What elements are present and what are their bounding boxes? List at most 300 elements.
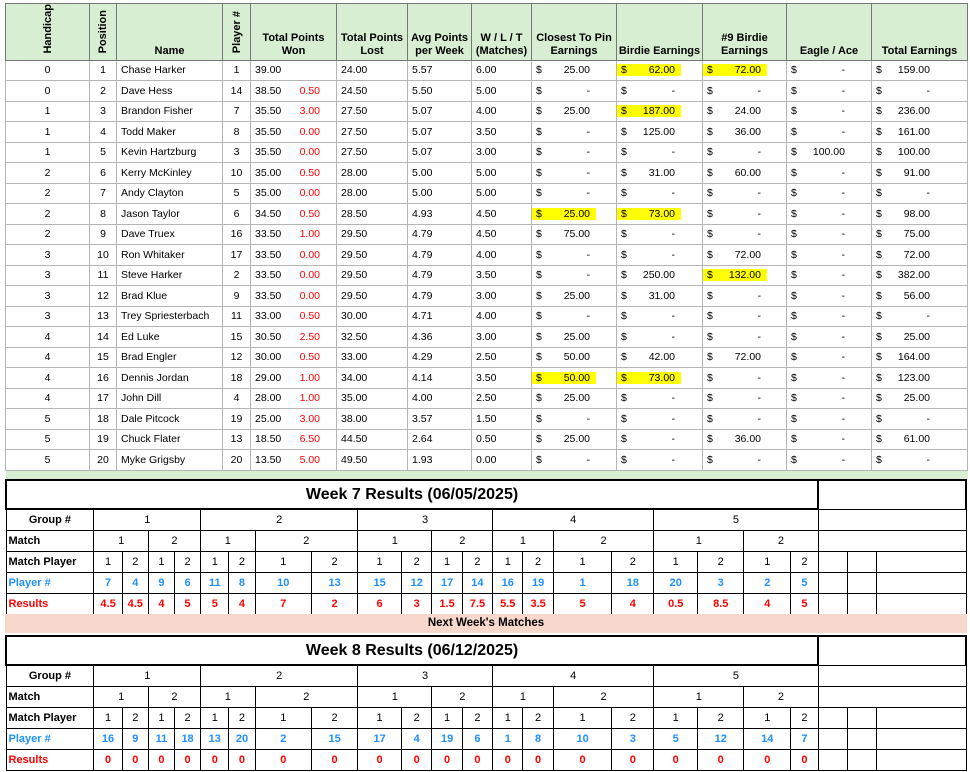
9-birdie-earnings-cell [703, 224, 787, 245]
birdie-earnings-value: - [671, 84, 675, 97]
closest-to-pin-amount [532, 433, 616, 445]
player-number-cell: 6 [223, 204, 251, 225]
total-won-cell [251, 347, 337, 368]
player-number-cell: 20 [223, 450, 251, 471]
total-won-delta: 5.00 [299, 453, 320, 466]
currency-symbol: $ [536, 453, 542, 466]
birdie-earnings-value: 73.00 [648, 371, 675, 384]
match-number: 2 [744, 687, 818, 708]
match-player-number: 1 [493, 552, 523, 573]
currency-symbol: $ [791, 105, 797, 118]
currency-symbol: $ [621, 310, 627, 323]
handicap-cell: 5 [6, 429, 90, 450]
avg-points-cell: 5.50 [408, 81, 472, 102]
match-player-number: 1 [744, 552, 791, 573]
closest-to-pin-value: 50.00 [563, 351, 590, 364]
currency-symbol: $ [876, 248, 882, 261]
match-number: 1 [201, 687, 255, 708]
currency-symbol: $ [876, 289, 882, 302]
currency-symbol: $ [621, 105, 627, 118]
currency-symbol: $ [536, 187, 542, 200]
blank-cell [847, 594, 876, 615]
9-birdie-earnings-amount [703, 187, 786, 199]
position-cell: 19 [90, 429, 117, 450]
total-lost-cell: 29.50 [337, 286, 408, 307]
eagle-ace-amount [787, 85, 871, 97]
total-won-value: 33.00 [255, 310, 282, 323]
closest-to-pin-amount [532, 351, 616, 363]
birdie-earnings-cell [617, 183, 703, 204]
eagle-ace-value: - [841, 453, 845, 466]
birdie-earnings-value: - [671, 310, 675, 323]
eagle-ace-cell [787, 388, 872, 409]
result-value: 3 [402, 594, 432, 615]
result-value: 0 [174, 750, 200, 771]
match-player-number: 1 [432, 552, 462, 573]
total-won-cell [251, 101, 337, 122]
blank-cell [877, 594, 966, 615]
total-earnings-value: 164.00 [897, 351, 930, 364]
header-avg-points: Avg Points per Week [408, 4, 472, 61]
birdie-earnings-amount [617, 85, 702, 97]
eagle-ace-value: - [841, 371, 845, 384]
closest-to-pin-amount [532, 269, 616, 281]
total-won-cell [251, 60, 337, 81]
result-value: 0 [698, 750, 744, 771]
position-cell: 4 [90, 122, 117, 143]
header-position: Position [90, 4, 117, 61]
currency-symbol: $ [707, 84, 713, 97]
total-won-value: 34.50 [255, 207, 282, 220]
player-number-cell: 18 [223, 368, 251, 389]
eagle-ace-cell [787, 368, 872, 389]
week8-match-player-row [6, 708, 966, 729]
position-cell: 3 [90, 101, 117, 122]
player-label: Player # [6, 729, 94, 750]
match-player-number: 1 [94, 708, 122, 729]
match-player-number: 2 [523, 552, 553, 573]
total-won-cell [251, 265, 337, 286]
player-number: 2 [744, 573, 791, 594]
total-won-delta: 6.50 [299, 433, 320, 446]
match-player-number: 2 [612, 552, 654, 573]
match-player-number: 1 [201, 708, 229, 729]
currency-symbol: $ [707, 105, 713, 118]
handicap-cell: 4 [6, 347, 90, 368]
birdie-earnings-cell [617, 327, 703, 348]
position-cell: 15 [90, 347, 117, 368]
player-number: 5 [654, 729, 698, 750]
result-value: 5 [174, 594, 200, 615]
player-number: 2 [255, 729, 312, 750]
player-name-cell: Andy Clayton [117, 183, 223, 204]
9-birdie-earnings-amount [703, 208, 786, 220]
eagle-ace-cell [787, 204, 872, 225]
9-birdie-earnings-cell [703, 122, 787, 143]
currency-symbol: $ [876, 64, 882, 77]
total-won-cell [251, 306, 337, 327]
week8-title-spacer [818, 636, 966, 665]
total-won-value: 33.50 [255, 248, 282, 261]
match-player-number: 2 [402, 552, 432, 573]
birdie-earnings-cell [617, 450, 703, 471]
currency-symbol: $ [707, 166, 713, 179]
currency-symbol: $ [536, 371, 542, 384]
total-won-value: 28.00 [255, 392, 282, 405]
currency-symbol: $ [621, 412, 627, 425]
total-earnings-cell [872, 429, 968, 450]
9-birdie-earnings-cell [703, 183, 787, 204]
closest-to-pin-amount [532, 372, 596, 384]
week8-group-row [6, 665, 966, 687]
player-number: 9 [148, 573, 174, 594]
player-number: 7 [791, 729, 818, 750]
currency-symbol: $ [621, 392, 627, 405]
position-cell: 1 [90, 60, 117, 81]
blank-cell [818, 708, 847, 729]
eagle-ace-amount [787, 413, 871, 425]
closest-to-pin-cell [532, 347, 617, 368]
player-number-cell: 4 [223, 388, 251, 409]
avg-points-cell: 5.00 [408, 183, 472, 204]
total-earnings-amount [872, 433, 967, 445]
player-number-cell: 3 [223, 142, 251, 163]
9-birdie-earnings-cell [703, 286, 787, 307]
match-number: 1 [358, 687, 432, 708]
birdie-earnings-value: 31.00 [648, 289, 675, 302]
closest-to-pin-amount [532, 187, 616, 199]
closest-to-pin-cell [532, 245, 617, 266]
avg-points-cell: 3.57 [408, 409, 472, 430]
handicap-cell: 5 [6, 450, 90, 471]
currency-symbol: $ [791, 207, 797, 220]
9-birdie-earnings-value: 24.00 [734, 105, 761, 118]
handicap-cell: 2 [6, 183, 90, 204]
player-name-cell: Dale Pitcock [117, 409, 223, 430]
result-value: 1.5 [432, 594, 462, 615]
total-won-cell [251, 409, 337, 430]
match-number: 1 [201, 531, 255, 552]
total-lost-cell: 35.00 [337, 388, 408, 409]
birdie-earnings-value: 125.00 [642, 125, 675, 138]
total-earnings-value: 91.00 [903, 166, 930, 179]
match-player-number: 1 [493, 708, 523, 729]
match-player-number: 2 [174, 552, 200, 573]
total-earnings-value: 161.00 [897, 125, 930, 138]
currency-symbol: $ [621, 166, 627, 179]
currency-symbol: $ [791, 248, 797, 261]
9-birdie-earnings-amount [703, 290, 786, 302]
handicap-cell: 3 [6, 306, 90, 327]
blank-cell [818, 750, 847, 771]
player-name-cell: Kevin Hartzburg [117, 142, 223, 163]
currency-symbol: $ [791, 146, 797, 159]
result-value: 0 [255, 750, 312, 771]
closest-to-pin-cell [532, 224, 617, 245]
total-won-cell [251, 286, 337, 307]
avg-points-cell: 4.79 [408, 286, 472, 307]
9-birdie-earnings-amount [703, 392, 786, 404]
header-total-points-lost: Total Points Lost [337, 4, 408, 61]
result-value: 4.5 [122, 594, 148, 615]
birdie-earnings-amount [617, 146, 702, 158]
player-name-cell: Ron Whitaker [117, 245, 223, 266]
total-won-value: 35.00 [255, 166, 282, 179]
closest-to-pin-cell [532, 204, 617, 225]
birdie-earnings-value: - [671, 412, 675, 425]
total-earnings-value: 159.00 [897, 64, 930, 77]
currency-symbol: $ [876, 105, 882, 118]
blank-cell [818, 687, 966, 708]
9-birdie-earnings-amount [703, 372, 786, 384]
position-cell: 12 [90, 286, 117, 307]
9-birdie-earnings-amount [703, 351, 786, 363]
total-earnings-cell [872, 245, 968, 266]
player-number: 5 [791, 573, 818, 594]
eagle-ace-amount [787, 126, 871, 138]
player-number: 11 [201, 573, 229, 594]
header-handicap: Handicap [6, 4, 90, 61]
total-earnings-amount [872, 146, 967, 158]
group-number: 3 [358, 665, 493, 687]
closest-to-pin-amount [532, 310, 616, 322]
result-value: 0 [402, 750, 432, 771]
closest-to-pin-cell [532, 81, 617, 102]
total-won-cell [251, 388, 337, 409]
handicap-cell: 1 [6, 122, 90, 143]
player-number-cell: 11 [223, 306, 251, 327]
eagle-ace-value: - [841, 412, 845, 425]
closest-to-pin-amount [532, 392, 616, 404]
wlt-cell: 3.50 [472, 265, 532, 286]
birdie-earnings-cell [617, 265, 703, 286]
9-birdie-earnings-value: - [757, 412, 761, 425]
9-birdie-earnings-cell [703, 388, 787, 409]
total-earnings-cell [872, 347, 968, 368]
total-lost-cell: 24.00 [337, 60, 408, 81]
currency-symbol: $ [621, 269, 627, 282]
currency-symbol: $ [876, 207, 882, 220]
eagle-ace-amount [787, 64, 871, 76]
player-number: 12 [698, 729, 744, 750]
match-player-number: 2 [791, 708, 818, 729]
position-cell: 18 [90, 409, 117, 430]
total-earnings-amount [872, 167, 967, 179]
birdie-earnings-amount [617, 126, 702, 138]
closest-to-pin-cell [532, 60, 617, 81]
result-value: 6 [358, 594, 402, 615]
header-total-points-won: Total Points Won [251, 4, 337, 61]
standings-row [6, 388, 968, 409]
wlt-cell: 6.00 [472, 60, 532, 81]
total-won-value: 33.50 [255, 289, 282, 302]
total-lost-cell: 38.00 [337, 409, 408, 430]
eagle-ace-amount [787, 269, 871, 281]
currency-symbol: $ [707, 330, 713, 343]
standings-row [6, 347, 968, 368]
player-number: 19 [432, 729, 462, 750]
match-number: 2 [148, 687, 200, 708]
total-lost-cell: 27.50 [337, 101, 408, 122]
standings-table [5, 3, 968, 480]
eagle-ace-amount [787, 392, 871, 404]
position-cell: 10 [90, 245, 117, 266]
eagle-ace-amount [787, 146, 871, 158]
currency-symbol: $ [876, 228, 882, 241]
9-birdie-earnings-value: 72.00 [734, 64, 761, 77]
birdie-earnings-amount [617, 228, 702, 240]
9-birdie-earnings-value: 36.00 [734, 125, 761, 138]
total-earnings-value: 25.00 [903, 330, 930, 343]
wlt-cell: 5.00 [472, 183, 532, 204]
currency-symbol: $ [707, 392, 713, 405]
9-birdie-earnings-cell [703, 429, 787, 450]
currency-symbol: $ [536, 207, 542, 220]
currency-symbol: $ [536, 330, 542, 343]
blank-cell [877, 573, 966, 594]
birdie-earnings-cell [617, 81, 703, 102]
currency-symbol: $ [876, 166, 882, 179]
birdie-earnings-cell [617, 286, 703, 307]
result-value: 0 [654, 750, 698, 771]
9-birdie-earnings-cell [703, 306, 787, 327]
total-earnings-value: 56.00 [903, 289, 930, 302]
closest-to-pin-value: 25.00 [563, 330, 590, 343]
total-won-delta: 0.50 [299, 84, 320, 97]
match-player-number: 1 [553, 552, 612, 573]
9-birdie-earnings-cell [703, 368, 787, 389]
week7-results-row [6, 594, 966, 615]
group-number: 5 [654, 509, 818, 531]
birdie-earnings-cell [617, 368, 703, 389]
player-number: 7 [94, 573, 122, 594]
player-number-cell: 19 [223, 409, 251, 430]
total-won-value: 25.00 [255, 412, 282, 425]
9-birdie-earnings-amount [703, 269, 767, 281]
match-number: 1 [358, 531, 432, 552]
player-number: 13 [201, 729, 229, 750]
blank-cell [818, 509, 966, 531]
closest-to-pin-cell [532, 122, 617, 143]
total-lost-cell: 30.00 [337, 306, 408, 327]
player-number: 16 [94, 729, 122, 750]
eagle-ace-value: - [841, 433, 845, 446]
total-won-delta: 0.50 [299, 166, 320, 179]
currency-symbol: $ [791, 371, 797, 384]
total-earnings-amount [872, 269, 967, 281]
wlt-cell: 0.00 [472, 450, 532, 471]
currency-symbol: $ [876, 371, 882, 384]
eagle-ace-amount [787, 167, 871, 179]
total-won-cell [251, 142, 337, 163]
currency-symbol: $ [621, 84, 627, 97]
total-earnings-amount [872, 105, 967, 117]
birdie-earnings-value: - [671, 330, 675, 343]
player-name-cell: Dave Truex [117, 224, 223, 245]
total-won-delta: 1.00 [299, 228, 320, 241]
handicap-cell: 3 [6, 265, 90, 286]
wlt-cell: 1.50 [472, 409, 532, 430]
eagle-ace-amount [787, 331, 871, 343]
birdie-earnings-amount [617, 290, 702, 302]
currency-symbol: $ [621, 207, 627, 220]
match-player-number: 2 [312, 708, 358, 729]
match-player-number: 2 [791, 552, 818, 573]
handicap-cell: 4 [6, 388, 90, 409]
player-number: 1 [553, 573, 612, 594]
currency-symbol: $ [707, 433, 713, 446]
blank-cell [818, 552, 847, 573]
player-number-cell: 5 [223, 183, 251, 204]
total-won-delta: 3.00 [299, 412, 320, 425]
match-number: 1 [654, 531, 744, 552]
closest-to-pin-amount [532, 249, 616, 261]
total-lost-cell: 44.50 [337, 429, 408, 450]
currency-symbol: $ [536, 146, 542, 159]
player-name-cell: Chuck Flater [117, 429, 223, 450]
eagle-ace-value: 100.00 [812, 146, 845, 159]
results-label: Results [6, 750, 94, 771]
currency-symbol: $ [536, 105, 542, 118]
currency-symbol: $ [707, 125, 713, 138]
closest-to-pin-cell [532, 183, 617, 204]
total-earnings-amount [872, 372, 967, 384]
currency-symbol: $ [791, 269, 797, 282]
match-player-number: 2 [229, 552, 255, 573]
result-value: 0 [744, 750, 791, 771]
total-earnings-amount [872, 392, 967, 404]
standings-row [6, 286, 968, 307]
week7-group-row [6, 509, 966, 531]
week7-match-player-row [6, 552, 966, 573]
wlt-cell: 3.00 [472, 142, 532, 163]
match-player-number: 1 [148, 552, 174, 573]
player-number: 11 [148, 729, 174, 750]
group-number: 4 [493, 509, 654, 531]
player-number-cell: 14 [223, 81, 251, 102]
closest-to-pin-cell [532, 306, 617, 327]
9-birdie-earnings-cell [703, 265, 787, 286]
9-birdie-earnings-amount [703, 64, 767, 76]
eagle-ace-value: - [841, 289, 845, 302]
total-won-delta: 0.00 [299, 125, 320, 138]
week8-match-row [6, 687, 966, 708]
eagle-ace-amount [787, 290, 871, 302]
match-number: 2 [744, 531, 818, 552]
eagle-ace-cell [787, 122, 872, 143]
currency-symbol: $ [536, 289, 542, 302]
birdie-earnings-amount [617, 64, 681, 76]
birdie-earnings-cell [617, 122, 703, 143]
avg-points-cell: 5.07 [408, 142, 472, 163]
birdie-earnings-amount [617, 372, 681, 384]
result-value: 4 [148, 594, 174, 615]
closest-to-pin-cell [532, 286, 617, 307]
player-number: 14 [462, 573, 492, 594]
position-cell: 9 [90, 224, 117, 245]
birdie-earnings-value: 73.00 [648, 207, 675, 220]
currency-symbol: $ [876, 392, 882, 405]
currency-symbol: $ [707, 228, 713, 241]
total-won-delta: 0.00 [299, 269, 320, 282]
player-number: 17 [432, 573, 462, 594]
total-earnings-value: 123.00 [897, 371, 930, 384]
currency-symbol: $ [536, 125, 542, 138]
match-player-label: Match Player [6, 708, 94, 729]
eagle-ace-value: - [841, 392, 845, 405]
total-earnings-cell [872, 286, 968, 307]
currency-symbol: $ [536, 64, 542, 77]
